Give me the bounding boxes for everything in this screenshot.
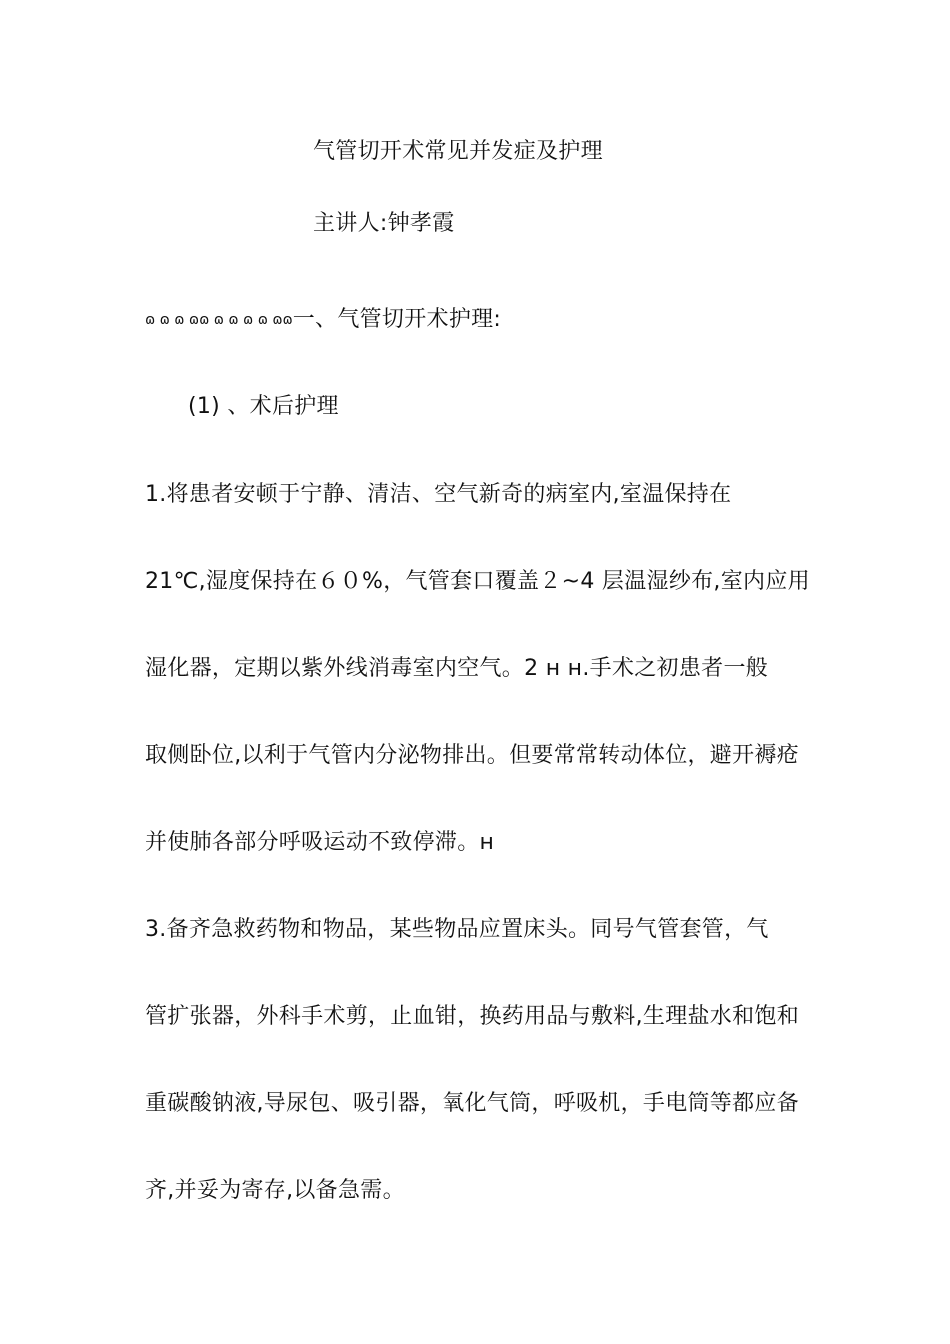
body-line: 取侧卧位,以利于气管内分泌物排出。但要常常转动体位，避开褥疮 [145, 743, 799, 768]
body-line: 齐,并妥为寄存,以备急需。 [145, 1178, 405, 1203]
section-heading-line [145, 305, 501, 335]
body-line: 1.将患者安顿于宁静、清洁、空气新奇的病室内,室温保持在 [145, 482, 732, 507]
section-heading: 一、气管切开术护理: [292, 307, 502, 332]
body-line: 重碳酸钠液,导尿包、吸引器，氧化气筒，呼吸机，手电筒等都应备 [145, 1091, 799, 1116]
body-line: 21℃,湿度保持在６０%，气管套口覆盖２~4 层温湿纱布,室内应用 [145, 569, 810, 594]
body-line: 湿化器，定期以紫外线消毒室内空气。2 ʜ ʜ.手术之初患者一般 [145, 656, 769, 681]
body-line: 并使肺各部分呼吸运动不致停滞。ʜ [145, 830, 495, 855]
decorative-glyphs: ɷ ɷ ɷ ɷɷ ɷ ɷ ɷ ɷ ɷɷ [145, 312, 293, 328]
speaker-line: 主讲人:钟孝霞 [313, 211, 455, 236]
subsection-heading: (1) 、术后护理 [188, 394, 339, 419]
document-title: 气管切开术常见并发症及护理 [313, 139, 603, 164]
body-line: 3.备齐急救药物和物品，某些物品应置床头。同号气管套管，气 [145, 917, 769, 942]
body-line: 管扩张器，外科手术剪，止血钳，换药用品与敷料,生理盐水和饱和 [145, 1004, 799, 1029]
